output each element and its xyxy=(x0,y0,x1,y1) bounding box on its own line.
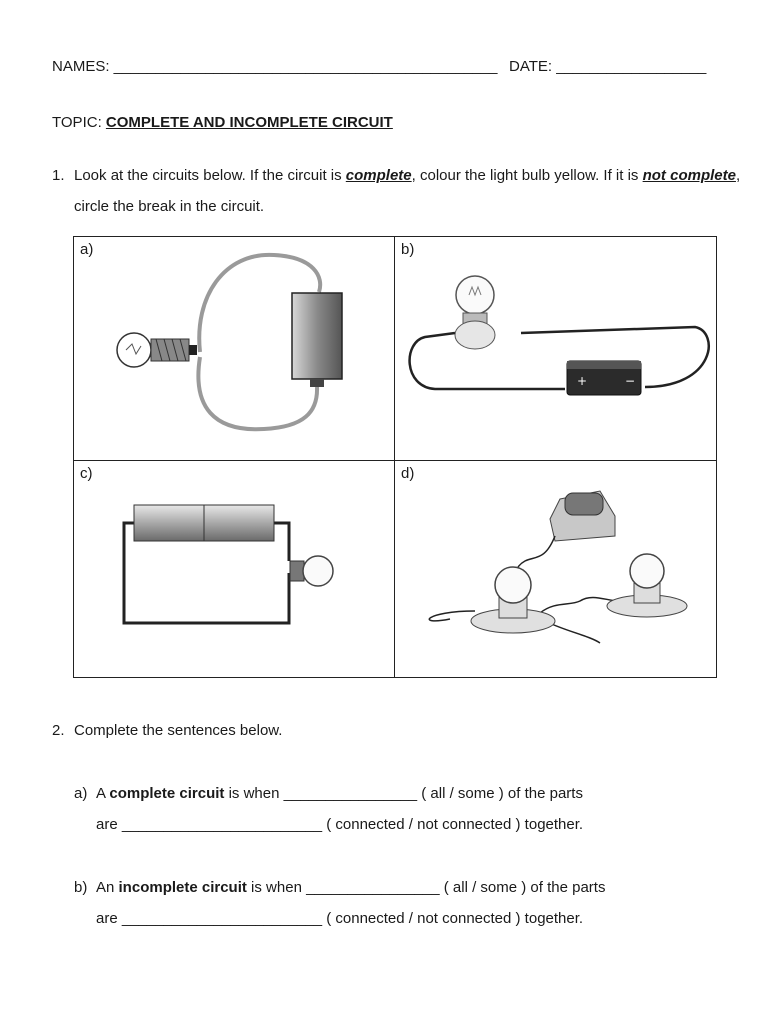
sentence-a-line-1 xyxy=(74,785,583,802)
circuit-d-cell[interactable] xyxy=(395,461,716,677)
topic-label: TOPIC: xyxy=(52,114,106,131)
circuit-b-cell[interactable] xyxy=(395,237,716,461)
battery-cell-1 xyxy=(134,505,204,541)
question-2-number: 2. xyxy=(52,722,65,739)
term-complete-circuit: complete circuit xyxy=(109,785,225,802)
circuit-c-diagram xyxy=(74,461,395,677)
light-bulb-icon xyxy=(630,554,664,588)
light-bulb-icon xyxy=(495,567,531,603)
term-incomplete-circuit: incomplete circuit xyxy=(118,879,247,896)
bulb-holder xyxy=(455,321,495,349)
sentence-a-pre: A xyxy=(96,785,110,802)
sentence-b-line-2[interactable]: are ________________________ ( connected / not connected ) together. xyxy=(96,910,584,927)
sentence-a-line-2[interactable]: are ________________________ ( connected / not connected ) together. xyxy=(96,816,584,833)
circuit-b-diagram xyxy=(395,237,716,461)
circuit-c-cell[interactable] xyxy=(74,461,395,677)
question-1-text-2: , colour the light bulb yellow. If it is xyxy=(411,167,643,184)
question-1 xyxy=(52,167,740,184)
circuit-b-label: b) xyxy=(401,241,415,258)
question-1-text-1: Look at the circuits below. If the circuit is xyxy=(74,167,346,184)
sentence-b-letter: b) xyxy=(74,879,88,896)
circuit-grid xyxy=(73,236,717,678)
question-1-text-3: , xyxy=(735,167,741,184)
question-1-line-2: circle the break in the circuit. xyxy=(74,198,265,215)
sentence-b-line-1 xyxy=(74,879,605,896)
circuit-c-label: c) xyxy=(80,465,93,482)
svg-text:−: − xyxy=(625,374,636,388)
circuit-a-label: a) xyxy=(80,241,94,258)
circuit-d-diagram xyxy=(395,461,716,677)
sentence-b-pre: An xyxy=(96,879,119,896)
battery-icon xyxy=(292,293,342,379)
keyword-not-complete: not complete xyxy=(642,167,736,184)
circuit-a-cell[interactable] xyxy=(74,237,395,461)
header-row xyxy=(52,58,712,82)
names-field: NAMES: ______________________________________________ xyxy=(52,58,498,75)
battery-icon xyxy=(565,493,603,515)
question-1-number: 1. xyxy=(52,167,65,184)
keyword-complete: complete xyxy=(345,167,412,184)
sentence-b-mid[interactable]: is when ________________ ( all / some ) of the parts xyxy=(246,879,606,896)
question-2 xyxy=(52,722,282,739)
sentence-a-letter: a) xyxy=(74,785,88,802)
circuit-a-diagram xyxy=(74,237,395,461)
svg-text:+: + xyxy=(577,374,588,388)
date-field: DATE: __________________ xyxy=(509,58,707,75)
battery-cell-2 xyxy=(204,505,274,541)
battery-terminal xyxy=(310,379,324,387)
question-2-text: Complete the sentences below. xyxy=(74,722,283,739)
circuit-d-label: d) xyxy=(401,465,415,482)
topic-line xyxy=(52,114,393,131)
light-bulb-icon xyxy=(303,556,333,586)
topic-name: COMPLETE AND INCOMPLETE CIRCUIT xyxy=(105,114,393,131)
sentence-a-mid[interactable]: is when ________________ ( all / some ) of the parts xyxy=(224,785,583,802)
